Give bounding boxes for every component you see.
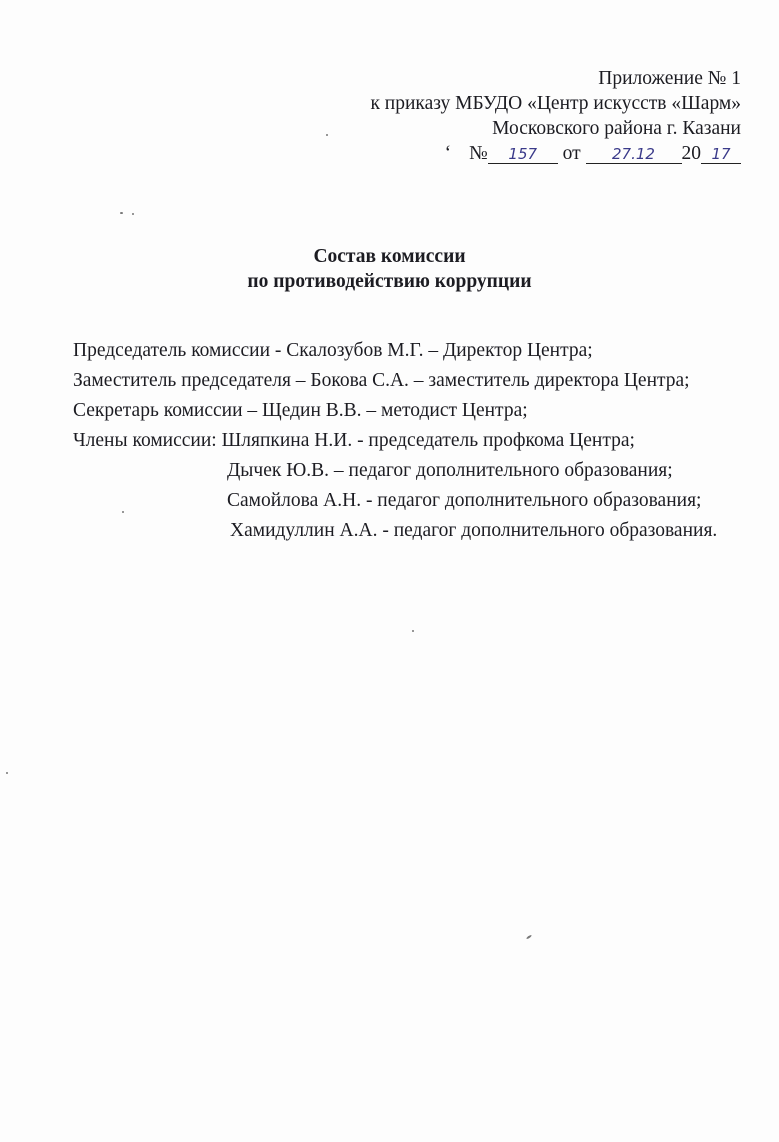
scan-speck — [120, 212, 123, 214]
scan-speck — [326, 134, 328, 136]
district-line: Московского района г. Казани — [492, 118, 741, 139]
member-item: Шляпкина Н.И. - председатель профкома Центра; — [221, 430, 635, 451]
order-year-prefix: 20 — [681, 143, 701, 164]
appendix-number: Приложение № 1 — [598, 68, 741, 89]
scan-speck — [6, 772, 8, 774]
scan-speck — [132, 213, 134, 215]
member-item: Дычек Ю.В. – педагог дополнительного образования; — [227, 460, 673, 481]
members-first-line — [73, 426, 717, 456]
chairman-line: Председатель комиссии - Скалозубов М.Г. – Директор Центра; — [73, 340, 593, 361]
order-number-label: № — [469, 143, 488, 164]
order-reference: к приказу МБУДО «Центр искусств «Шарм» — [370, 93, 741, 114]
appendix-header — [370, 66, 741, 166]
title-line-2: по противодействию коррупции — [247, 271, 532, 292]
order-number-value: 157 — [488, 145, 558, 164]
secretary-line: Секретарь комиссии – Щедин В.В. – методист Центра; — [73, 400, 528, 421]
members-label: Члены комиссии: — [73, 430, 217, 451]
commission-composition — [73, 336, 717, 546]
order-year-value: 17 — [701, 145, 741, 164]
tick-mark: ‘ — [444, 143, 452, 164]
scan-speck — [526, 934, 532, 939]
scan-speck — [122, 511, 124, 513]
member-item: Самойлова А.Н. - педагог дополнительного образования; — [227, 490, 702, 511]
deputy-line: Заместитель председателя – Бокова С.А. – заместитель директора Центра; — [73, 370, 690, 391]
scan-speck — [412, 630, 414, 632]
order-date-label: от — [562, 143, 581, 164]
order-date-value: 27.12 — [586, 145, 682, 164]
title-line-1: Состав комиссии — [313, 246, 466, 267]
order-details-line — [370, 141, 741, 166]
document-title — [0, 244, 779, 294]
member-item: Хамидуллин А.А. - педагог дополнительного образования. — [230, 520, 718, 541]
